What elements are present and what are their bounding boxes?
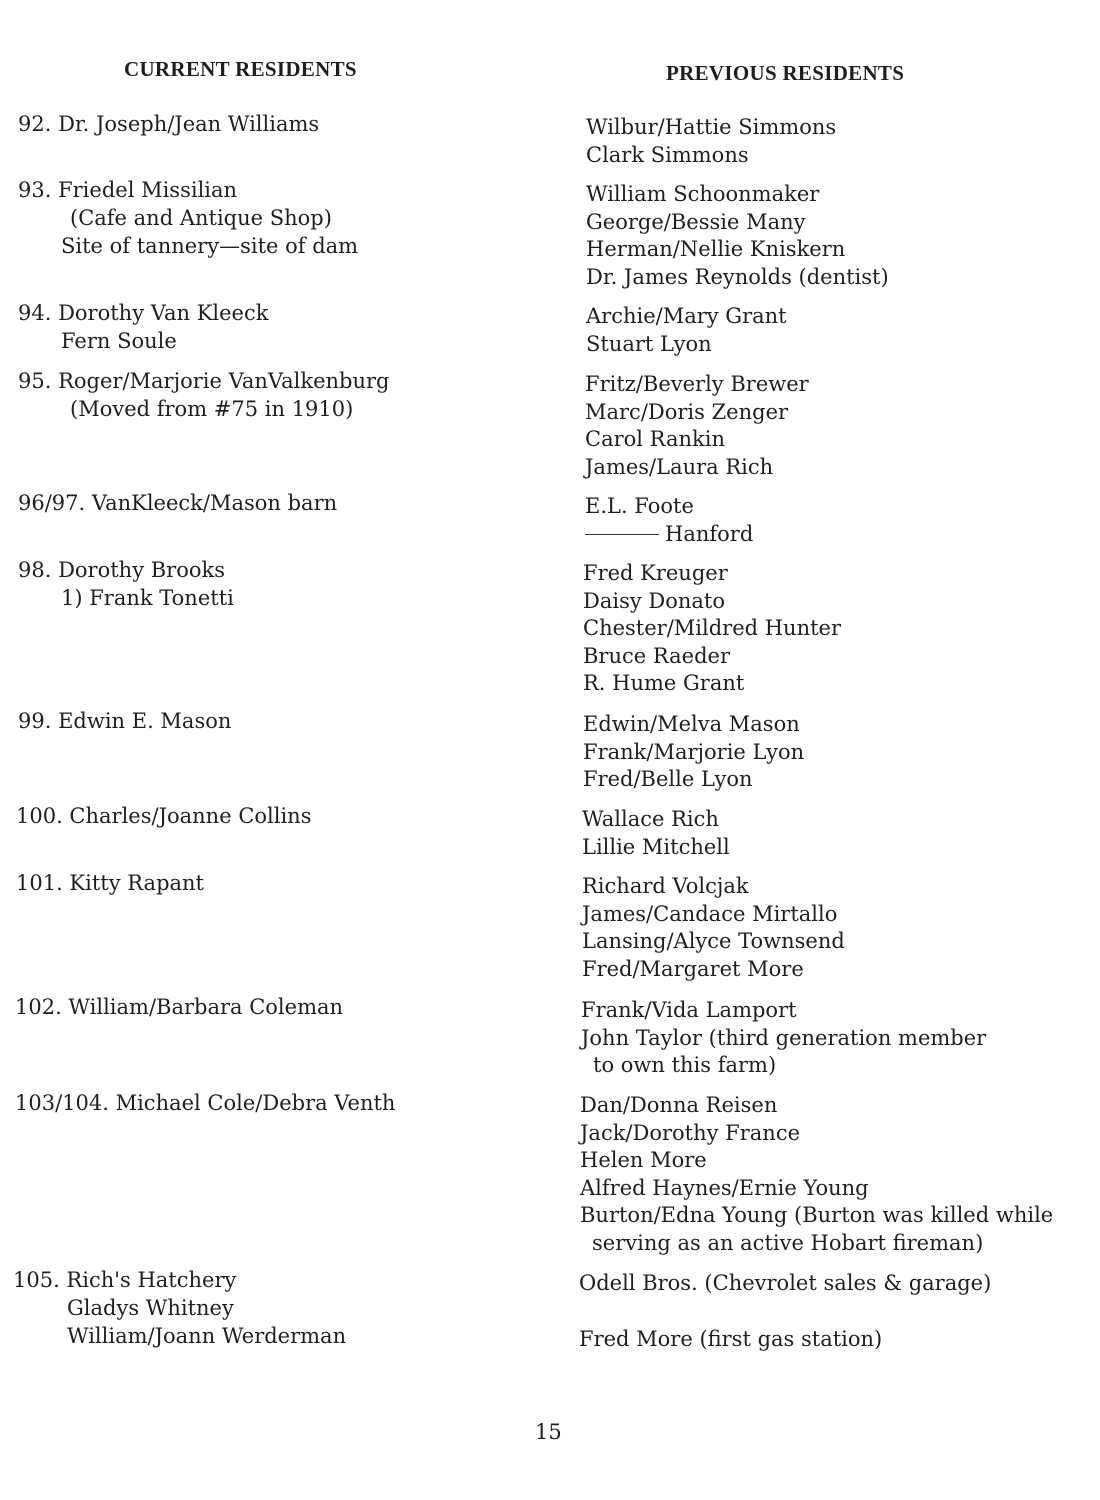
previous-line: Archie/Mary Grant (586, 304, 787, 328)
previous-entry-95 (585, 371, 809, 481)
current-entry-105 (13, 1266, 346, 1350)
previous-line: Bruce Raeder (583, 643, 731, 668)
previous-line: Herman/Nellie Kniskern (586, 237, 846, 262)
current-entry-101 (16, 869, 204, 897)
previous-line: Lansing/Alyce Townsend (582, 929, 845, 954)
previous-line: Carol Rankin (585, 427, 725, 452)
previous-line: Lillie Mitchell (582, 834, 730, 859)
previous-line: Helen More (580, 1148, 707, 1173)
blank-name-line (585, 534, 659, 535)
header-current-residents: CURRENT RESIDENTS (124, 57, 357, 81)
current-line: Site of tannery—site of dam (61, 234, 359, 258)
previous-line: Marc/Doris Zenger (585, 399, 789, 424)
previous-entry-102 (581, 997, 986, 1080)
current-line: 105. Rich's Hatchery (13, 1268, 237, 1292)
previous-line: Fritz/Beverly Brewer (585, 372, 809, 396)
current-entry-103-104 (15, 1089, 395, 1117)
current-line: 1) Frank Tonetti (61, 586, 234, 610)
previous-line: Chester/Mildred Hunter (583, 616, 842, 641)
current-entry-95 (18, 367, 389, 423)
previous-line: Fred/Margaret More (582, 956, 804, 981)
previous-line: Alfred Haynes/Ernie Young (580, 1175, 869, 1200)
previous-entry-101 (582, 873, 845, 983)
current-entry-92 (18, 110, 319, 138)
previous-line: Jack/Dorothy France (580, 1120, 801, 1145)
previous-line: Frank/Vida Lamport (581, 998, 797, 1022)
current-line: William/Joann Werderman (67, 1324, 347, 1348)
current-entry-98 (18, 556, 234, 612)
previous-line: R. Hume Grant (583, 671, 745, 696)
previous-line: Fred/Belle Lyon (583, 767, 753, 792)
page-number: 15 (535, 1420, 562, 1444)
previous-line: Odell Bros. (Chevrolet sales & garage) (579, 1271, 992, 1295)
previous-line: Stuart Lyon (586, 331, 712, 356)
previous-line: Fred More (first gas station) (579, 1327, 883, 1351)
previous-line: serving as an active Hobart fireman) (592, 1230, 984, 1255)
previous-line: Clark Simmons (586, 142, 749, 167)
previous-entry-103-104 (580, 1092, 1053, 1258)
current-line: 99. Edwin E. Mason (18, 709, 232, 733)
current-line: Gladys Whitney (67, 1296, 234, 1320)
current-line: 92. Dr. Joseph/Jean Williams (18, 112, 320, 136)
previous-line: George/Bessie Many (586, 209, 806, 234)
previous-line: Daisy Donato (583, 588, 725, 613)
previous-line-hanford (585, 521, 753, 549)
current-line: 93. Friedel Missilian (18, 178, 238, 202)
header-previous-residents: PREVIOUS RESIDENTS (666, 61, 905, 85)
current-line: 102. William/Barbara Coleman (15, 995, 344, 1019)
previous-line: James/Candace Mirtallo (582, 901, 838, 926)
previous-entry-100 (582, 806, 730, 861)
previous-line: Burton/Edna Young (Burton was killed while (580, 1203, 1054, 1228)
current-line: (Moved from #75 in 1910) (70, 397, 354, 421)
previous-entry-92 (586, 114, 836, 169)
previous-line: Dr. James Reynolds (dentist) (586, 264, 889, 289)
previous-line: John Taylor (third generation member (581, 1025, 987, 1050)
previous-line: Wallace Rich (582, 807, 719, 831)
previous-line: to own this farm) (593, 1053, 777, 1078)
current-entry-100 (16, 802, 311, 830)
previous-line: William Schoonmaker (586, 182, 820, 206)
previous-line: James/Laura Rich (585, 454, 774, 479)
previous-entry-93 (586, 181, 889, 291)
current-line: 96/97. VanKleeck/Mason barn (18, 491, 338, 515)
previous-entry-94 (586, 303, 787, 358)
current-entry-102 (15, 993, 343, 1021)
current-line: 95. Roger/Marjorie VanValkenburg (18, 369, 390, 393)
previous-entry-105 (579, 1270, 991, 1298)
current-entry-93 (18, 176, 358, 260)
current-line: 98. Dorothy Brooks (18, 558, 225, 582)
previous-line: E.L. Foote (585, 494, 694, 518)
current-line: Fern Soule (61, 329, 177, 353)
previous-entry-96-97 (585, 493, 753, 548)
previous-entry-105-cont (579, 1326, 882, 1354)
current-line: 100. Charles/Joanne Collins (16, 804, 312, 828)
current-entry-94 (18, 299, 268, 355)
previous-line-text: Hanford (665, 521, 754, 546)
current-line: 101. Kitty Rapant (16, 871, 204, 895)
current-entry-99 (18, 707, 231, 735)
previous-line: Wilbur/Hattie Simmons (586, 115, 837, 139)
previous-line: Fred Kreuger (583, 561, 728, 585)
previous-line: Frank/Marjorie Lyon (583, 739, 805, 764)
previous-line: Dan/Donna Reisen (580, 1093, 778, 1117)
current-line: 103/104. Michael Cole/Debra Venth (15, 1091, 396, 1115)
previous-entry-98 (583, 560, 841, 698)
current-line: (Cafe and Antique Shop) (70, 206, 332, 230)
current-entry-96-97 (18, 489, 337, 517)
previous-line: Edwin/Melva Mason (583, 712, 800, 736)
previous-entry-99 (583, 711, 804, 794)
current-line: 94. Dorothy Van Kleeck (18, 301, 269, 325)
previous-line: Richard Volcjak (582, 874, 749, 898)
